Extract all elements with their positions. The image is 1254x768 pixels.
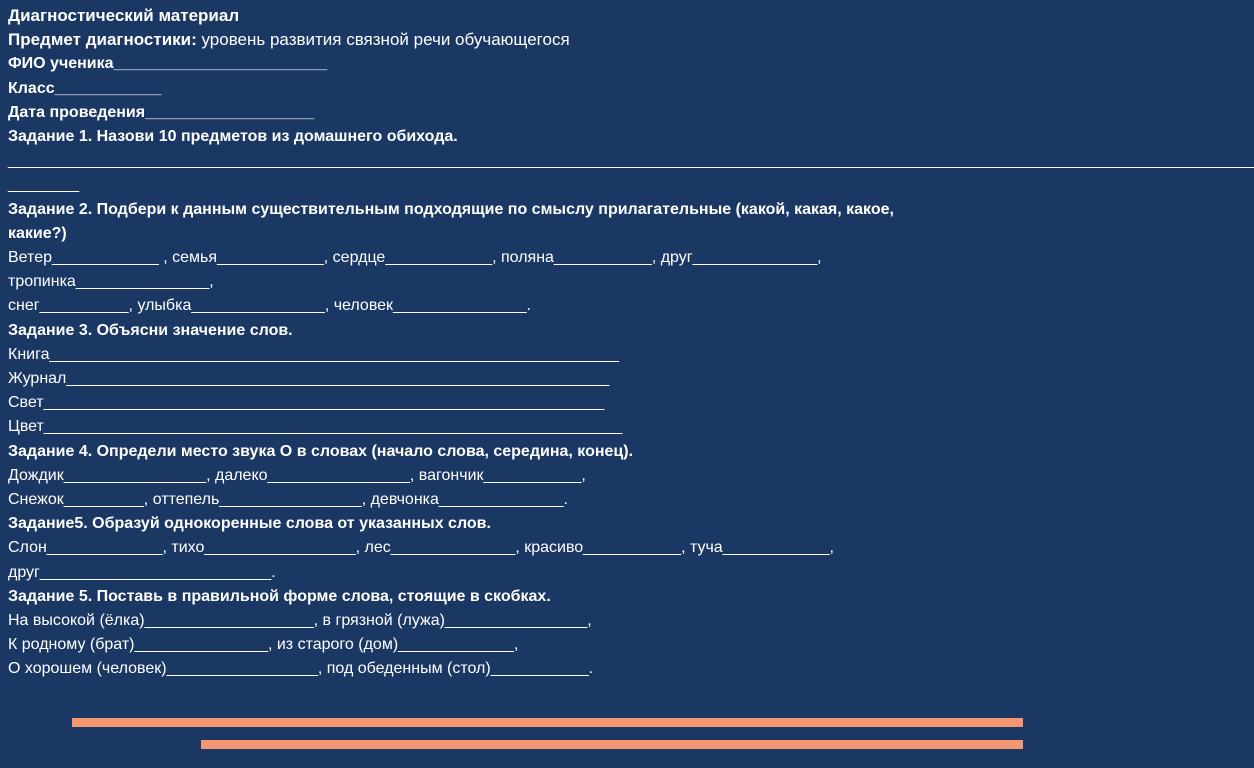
diagnostic-subject <box>8 28 1016 52</box>
task-5b-line-2: К родному (брат)_______________, из старого (дом)_____________, <box>8 636 519 654</box>
diagnostic-subject-value: уровень развития связной речи обучающегося <box>196 30 570 50</box>
task-5a-line-2: друг__________________________. <box>8 563 276 581</box>
task-1-heading: Задание 1. Назови 10 предметов из домашнего обихода. <box>8 128 458 146</box>
date-field: Дата проведения___________________ <box>8 103 315 121</box>
worksheet-content <box>8 4 1254 682</box>
task-3-heading: Задание 3. Объясни значение слов. <box>8 321 293 339</box>
class-field: Класс____________ <box>8 79 162 97</box>
task-4-line-1: Дождик________________, далеко________________, вагончик___________, <box>8 466 586 484</box>
task-3-word-light: Свет_______________________________________________________________ <box>8 394 605 412</box>
task-5b-line-3: О хорошем (человек)_________________, под обеденным (стол)___________. <box>8 660 594 678</box>
task-4-heading: Задание 4. Определи место звука О в словах (начало слова, середина, конец). <box>8 442 634 460</box>
task-3-word-magazine: Журнал_____________________________________________________________ <box>8 370 610 388</box>
task-5a-line-1: Слон_____________, тихо_________________, лес______________, красиво___________, туча____________, <box>8 539 834 557</box>
task-2-line-3: снег__________, улыбка_______________, человек_______________. <box>8 297 531 315</box>
student-name-field: ФИО ученика________________________ <box>8 55 328 73</box>
diagnostic-subject-label: Предмет диагностики: <box>8 30 197 50</box>
task-4-line-2: Снежок_________, оттепель________________, девчонка______________. <box>8 491 568 509</box>
task-2-heading: Задание 2. Подбери к данным существительным подходящие по смыслу прилагательные (какой, какая, какое, <box>8 200 894 218</box>
task-3-word-color: Цвет_________________________________________________________________ <box>8 418 623 436</box>
task-5b-heading: Задание 5. Поставь в правильной форме слова, стоящие в скобках. <box>8 587 551 605</box>
document-title: Диагностический материал <box>8 6 240 25</box>
task-2-line-2: тропинка_______________, <box>8 273 214 291</box>
task-3-word-book: Книга________________________________________________________________ <box>8 345 619 363</box>
decorative-stripe-bottom <box>201 740 1023 749</box>
task-5a-heading: Задание5. Образуй однокоренные слова от указанных слов. <box>8 515 491 533</box>
task-1-answer-line-end: ________ <box>8 176 80 194</box>
task-2-heading-cont: какие?) <box>8 224 67 242</box>
decorative-stripe-top <box>72 718 1023 727</box>
task-2-line-1: Ветер____________ , семья____________, сердце____________, поляна___________, друг______________, <box>8 249 822 267</box>
task-5b-line-1: На высокой (ёлка)___________________, в грязной (лужа)________________, <box>8 612 592 630</box>
task-1-answer-line: ____________________________________________________________________________________________________________________________________________ <box>8 152 1254 170</box>
